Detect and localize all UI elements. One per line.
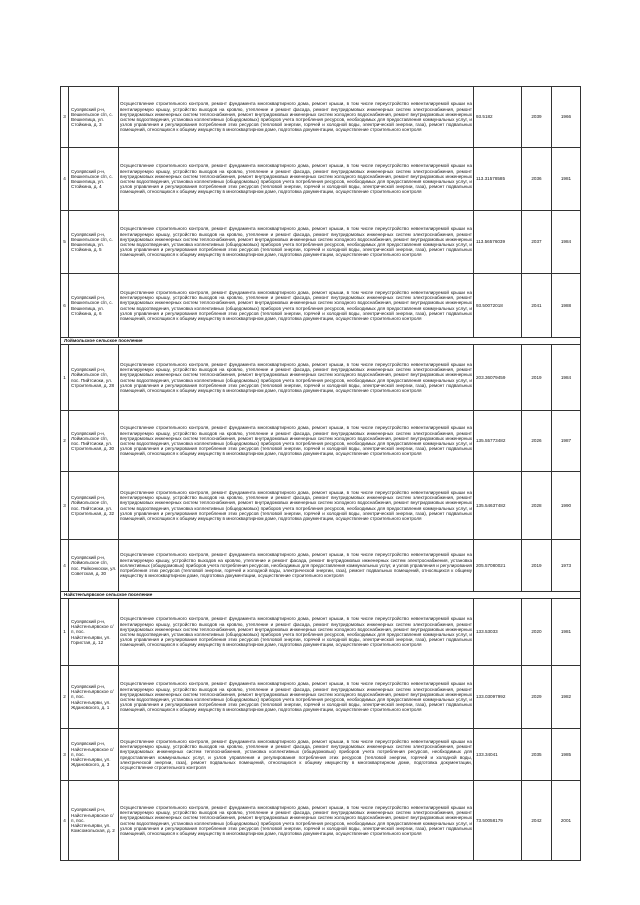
document-page (60, 86, 580, 861)
works-cell: Осуществление строительного контроля, ремонт фундамента многоквартирного дома, ремонт крыши, в том числе переустройство невентилируемой крыши на вентилируемую крышу, устройство выходов на кровлю, утепление и ремонт фасада, ремонт внутридомовых инженерных систем электроснабжения, ремонт внутридомовых инженерных систем теплоснабжения, ремонт внутридомовых инженерных систем холодного водоснабжения, ремонт внутридомовых инженерных систем водоотведения, установка коллективных (общедомовых) приборов учета потребления ресурсов, необходимых для предоставления коммунальных услуг, и узлов управления и регулирования потребления этих ресурсов (тепловой энергии, горячей и холодной воды, электрической энергии, газа), ремонт подвальных помещений, относящихся к общему имуществу в многоквартирном доме, подготовка документации, осуществление строительного контроля (119, 666, 474, 729)
capital-repair-table (60, 86, 581, 861)
cost-cell: 113.56576039 (474, 211, 522, 274)
section-title: Найстенъярвское сельское поселение (61, 592, 581, 599)
table-row (61, 666, 581, 729)
works-cell: Осуществление строительного контроля, ремонт фундамента многоквартирного дома, ремонт крыши, в том числе переустройство невентилируемой крыши на вентилируемую крышу, устройство выходов на кровлю, утепление и ремонт фасада, ремонт внутридомовых инженерных систем электроснабжения, ремонт внутридомовых инженерных систем теплоснабжения, ремонт внутридомовых инженерных систем холодного водоснабжения, ремонт внутридомовых инженерных систем водоотведения, установка коллективных (общедомовых) приборов учета потребления ресурсов, необходимых для предоставления коммунальных услуг, и узлов управления и регулирования потребления этих ресурсов (тепловой энергии, горячей и холодной воды, электрической энергии, газа), ремонт подвальных помещений, относящихся к общему имуществу в многоквартирном доме, подготовка документации, осуществление строительного контроля (119, 472, 474, 540)
cost-cell: 135.55773482 (474, 411, 522, 472)
plan-year-cell: 2041 (522, 274, 552, 338)
table-row (61, 781, 581, 861)
table-row (61, 599, 581, 666)
address-cell: Суоярвский р-н, Лоймольское с/п, пос. Пийтсиоки, ул. Строительная, д. 30 (69, 411, 119, 472)
address-cell: Суоярвский р-н, Вешкельское с/п, с. Вешкелица, ул. Стойкина, д. 4 (69, 148, 119, 211)
build-year-cell: 1981 (552, 148, 581, 211)
cost-cell: 113.31578585 (474, 148, 522, 211)
plan-year-cell: 2036 (522, 148, 552, 211)
plan-year-cell: 2039 (522, 87, 552, 148)
row-number: 4 (61, 148, 69, 211)
row-number: 4 (61, 781, 69, 861)
plan-year-cell: 2028 (522, 472, 552, 540)
row-number: 3 (61, 472, 69, 540)
works-cell: Осуществление строительного контроля, ремонт фундамента многоквартирного дома, ремонт крыши, в том числе переустройство невентилируемой крыши на вентилируемую крышу, устройство выходов на кровлю, утепление и ремонт фасада, ремонт внутридомовых инженерных систем электроснабжения, ремонт внутридомовых инженерных систем теплоснабжения, ремонт внутридомовых инженерных систем холодного водоснабжения, ремонт внутридомовых инженерных систем водоотведения, установка коллективных (общедомовых) приборов учета потребления ресурсов, необходимых для предоставления коммунальных услуг, и узлов управления и регулирования потребления этих ресурсов (тепловой энергии, горячей и холодной воды, электрической энергии, газа), ремонт подвальных помещений, относящихся к общему имуществу в многоквартирном доме, подготовка документации, осуществление строительного контроля (119, 87, 474, 148)
plan-year-cell: 2019 (522, 540, 552, 592)
table-row (61, 148, 581, 211)
row-number: 2 (61, 666, 69, 729)
row-number: 4 (61, 540, 69, 592)
address-cell: Суоярвский р-н, Найстенъярвское с/п, пос. Найстенъярви, ул. Гористая, д. 12 (69, 599, 119, 666)
section-title: Лоймольское сельское поселение (61, 338, 581, 345)
build-year-cell: 1990 (552, 472, 581, 540)
cost-cell: 133.03097992 (474, 666, 522, 729)
address-cell: Суоярвский р-н, Найстенъярвское с/п, пос. Найстенъярви, ул. Ждановского, д. 1 (69, 666, 119, 729)
table-row (61, 87, 581, 148)
works-cell: Осуществление строительного контроля, ремонт фундамента многоквартирного дома, ремонт крыши, в том числе переустройство невентилируемой крыши на вентилируемую крышу, устройство выходов на кровлю, утепление и ремонт фасада, ремонт внутридомовых инженерных систем электроснабжения, ремонт внутридомовых инженерных систем теплоснабжения, ремонт внутридомовых инженерных систем холодного водоснабжения, ремонт внутридомовых инженерных систем водоотведения, установка коллективных (общедомовых) приборов учета потребления ресурсов, необходимых для предоставления коммунальных услуг, и узлов управления и регулирования потребления этих ресурсов (тепловой энергии, горячей и холодной воды, электрической энергии, газа), ремонт подвальных помещений, относящихся к общему имуществу в многоквартирном доме, подготовка документации, осуществление строительного контроля (119, 274, 474, 338)
row-number: 3 (61, 729, 69, 781)
cost-cell: 73.50058179 (474, 781, 522, 861)
row-number: 1 (61, 345, 69, 411)
plan-year-cell: 2037 (522, 211, 552, 274)
cost-cell: 93.5182 (474, 87, 522, 148)
row-number: 2 (61, 411, 69, 472)
plan-year-cell: 2019 (522, 345, 552, 411)
row-number: 5 (61, 211, 69, 274)
cost-cell: 205.57080021 (474, 540, 522, 592)
plan-year-cell: 2029 (522, 666, 552, 729)
build-year-cell: 2001 (552, 781, 581, 861)
works-cell: Осуществление строительного контроля, ремонт фундамента многоквартирного дома, ремонт крыши, в том числе переустройство невентилируемой крыши на вентилируемую крышу, устройство выходов на кровлю, утепление и ремонт фасада, ремонт внутридомовых инженерных систем электроснабжения, ремонт внутридомовых инженерных систем теплоснабжения, ремонт внутридомовых инженерных систем холодного водоснабжения, ремонт внутридомовых инженерных систем водоотведения, установка коллективных (общедомовых) приборов учета потребления ресурсов, необходимых для предоставления коммунальных услуг, и узлов управления и регулирования потребления этих ресурсов (тепловой энергии, горячей и холодной воды, электрической энергии, газа), ремонт подвальных помещений, относящихся к общему имуществу в многоквартирном доме, подготовка документации, осуществление строительного контроля (119, 345, 474, 411)
table-row (61, 540, 581, 592)
build-year-cell: 1966 (552, 87, 581, 148)
build-year-cell: 1988 (552, 274, 581, 338)
build-year-cell: 1984 (552, 345, 581, 411)
build-year-cell: 1984 (552, 211, 581, 274)
cost-cell: 133.34041 (474, 729, 522, 781)
plan-year-cell: 2035 (522, 729, 552, 781)
table-body (61, 87, 581, 861)
cost-cell: 133.53033 (474, 599, 522, 666)
works-cell: Осуществление строительного контроля, ремонт фундамента многоквартирного дома, ремонт крыши, в том числе переустройство невентилируемой крыши на вентилируемую крышу, устройство выходов на кровлю, утепление и ремонт фасада, ремонт внутридомовых инженерных систем электроснабжения, ремонт внутридомовых инженерных систем теплоснабжения, ремонт внутридомовых инженерных систем холодного водоснабжения, ремонт внутридомовых инженерных систем водоотведения, установка коллективных (общедомовых) приборов учета потребления ресурсов, необходимых для предоставления коммунальных услуг, и узлов управления и регулирования потребления этих ресурсов (тепловой энергии, горячей и холодной воды, электрической энергии, газа), ремонт подвальных помещений, относящихся к общему имуществу в многоквартирном доме, подготовка документации, осуществление строительного контроля (119, 781, 474, 861)
address-cell: Суоярвский р-н, Найстенъярвское с/п, пос. Найстенъярви, ул. Ждановского, д. 3 (69, 729, 119, 781)
section-row (61, 592, 581, 599)
build-year-cell: 1981 (552, 599, 581, 666)
address-cell: Суоярвский р-н, Лоймольское с/п, пос. Райконкоски, ул. Советская, д. 30 (69, 540, 119, 592)
address-cell: Суоярвский р-н, Лоймольское с/п, пос. Пийтсиоки, ул. Строительная, д. 32 (69, 472, 119, 540)
works-cell: Осуществление строительного контроля, ремонт фундамента многоквартирного дома, ремонт крыши, в том числе переустройство невентилируемой крыши на вентилируемую крышу, устройство выходов на кровлю, утепление и ремонт фасада, ремонт внутридомовых инженерных систем электроснабжения, ремонт внутридомовых инженерных систем теплоснабжения, установка коллективных (общедомовых) приборов учета потребления ресурсов, необходимых для предоставления коммунальных услуг, и узлов управления и регулирования потребления этих ресурсов (тепловой энергии, горячей и холодной воды, электрической энергии, газа), ремонт подвальных помещений, относящихся к общему имуществу в многоквартирном доме, подготовка документации, осуществление строительного контроля (119, 729, 474, 781)
works-cell: Осуществление строительного контроля, ремонт фундамента многоквартирного дома, ремонт крыши, в том числе переустройство невентилируемой крыши на вентилируемую крышу, устройство выходов на кровлю, утепление и ремонт фасада, ремонт внутридомовых инженерных систем электроснабжения, ремонт внутридомовых инженерных систем теплоснабжения, ремонт внутридомовых инженерных систем холодного водоснабжения, ремонт внутридомовых инженерных систем водоотведения, установка коллективных (общедомовых) приборов учета потребления ресурсов, необходимых для предоставления коммунальных услуг, и узлов управления и регулирования потребления этих ресурсов (тепловой энергии, горячей и холодной воды, электрической энергии, газа), ремонт подвальных помещений, относящихся к общему имуществу в многоквартирном доме, подготовка документации, осуществление строительного контроля (119, 599, 474, 666)
plan-year-cell: 2026 (522, 411, 552, 472)
works-cell: Осуществление строительного контроля, ремонт фундамента многоквартирного дома, ремонт крыши, в том числе переустройство невентилируемой крыши на вентилируемую крышу, устройство выходов на кровлю, утепление и ремонт фасада, ремонт внутридомовых инженерных систем электроснабжения, ремонт внутридомовых инженерных систем теплоснабжения, ремонт внутридомовых инженерных систем холодного водоснабжения, ремонт внутридомовых инженерных систем водоотведения, установка коллективных (общедомовых) приборов учета потребления ресурсов, необходимых для предоставления коммунальных услуг, и узлов управления и регулирования потребления этих ресурсов (тепловой энергии, горячей и холодной воды, электрической энергии, газа), ремонт подвальных помещений, относящихся к общему имуществу в многоквартирном доме, подготовка документации, осуществление строительного контроля (119, 411, 474, 472)
table-row (61, 472, 581, 540)
plan-year-cell: 2020 (522, 599, 552, 666)
build-year-cell: 1982 (552, 666, 581, 729)
table-row (61, 345, 581, 411)
table-row (61, 274, 581, 338)
address-cell: Суоярвский р-н, Вешкельское с/п, с. Вешкелица, ул. Стойкина, д. 3 (69, 87, 119, 148)
address-cell: Суоярвский р-н, Найстенъярвское с/п, пос. Найстенъярви, ул. Комсомольская, д. 2 (69, 781, 119, 861)
row-number: 3 (61, 87, 69, 148)
build-year-cell: 1987 (552, 411, 581, 472)
table-row (61, 729, 581, 781)
cost-cell: 93.50072018 (474, 274, 522, 338)
address-cell: Суоярвский р-н, Вешкельское с/п, с. Вешкелица, ул. Стойкина, д. 5 (69, 211, 119, 274)
address-cell: Суоярвский р-н, Лоймольское с/п, пос. Пийтсиоки, ул. Строительная, д. 28 (69, 345, 119, 411)
works-cell: Осуществление строительного контроля, ремонт фундамента многоквартирного дома, ремонт крыши, в том числе переустройство невентилируемой крыши на вентилируемую крышу, устройство выходов на кровлю, утепление и ремонт фасада, ремонт внутридомовых инженерных систем электроснабжения, ремонт внутридомовых инженерных систем теплоснабжения, ремонт внутридомовых инженерных систем холодного водоснабжения, ремонт внутридомовых инженерных систем водоотведения, установка коллективных (общедомовых) приборов учета потребления ресурсов, необходимых для предоставления коммунальных услуг, и узлов управления и регулирования потребления этих ресурсов (тепловой энергии, горячей и холодной воды, электрической энергии, газа), ремонт подвальных помещений, относящихся к общему имуществу в многоквартирном доме, подготовка документации, осуществление строительного контроля (119, 148, 474, 211)
build-year-cell: 1985 (552, 729, 581, 781)
table-row (61, 211, 581, 274)
row-number: 1 (61, 599, 69, 666)
address-cell: Суоярвский р-н, Вешкельское с/п, с. Вешкелица, ул. Стойкина, д. 6 (69, 274, 119, 338)
cost-cell: 135.54637482 (474, 472, 522, 540)
row-number: 6 (61, 274, 69, 338)
section-row (61, 338, 581, 345)
table-row (61, 411, 581, 472)
build-year-cell: 1973 (552, 540, 581, 592)
works-cell: Осуществление строительного контроля, ремонт фундамента многоквартирного дома, ремонт крыши, в том числе переустройство невентилируемой крыши на вентилируемую крышу, устройство выходов на кровлю, утепление и ремонт фасада, ремонт внутридомовых инженерных систем электроснабжения, ремонт внутридомовых инженерных систем теплоснабжения, ремонт внутридомовых инженерных систем холодного водоснабжения, ремонт внутридомовых инженерных систем водоотведения, установка коллективных (общедомовых) приборов учета потребления ресурсов, необходимых для предоставления коммунальных услуг, и узлов управления и регулирования потребления этих ресурсов (тепловой энергии, горячей и холодной воды, электрической энергии, газа), ремонт подвальных помещений, относящихся к общему имуществу в многоквартирном доме, подготовка документации, осуществление строительного контроля (119, 211, 474, 274)
plan-year-cell: 2042 (522, 781, 552, 861)
cost-cell: 203.36079459 (474, 345, 522, 411)
works-cell: Осуществление строительного контроля, ремонт фундамента многоквартирного дома, ремонт крыши, в том числе переустройство невентилируемой крыши на вентилируемую крышу, устройство выходов на кровлю, утепление и ремонт фасада, ремонт внутридомовых инженерных систем электроснабжения, установка коллективных (общедомовых) приборов учета потребления ресурсов, необходимых для предоставления коммунальных услуг, и узлов управления и регулирования потребления этих ресурсов (тепловой энергии, горячей и холодной воды, электрической энергии, газа), ремонт подвальных помещений, относящихся к общему имуществу в многоквартирном доме, подготовка документации, осуществление строительного контроля (119, 540, 474, 592)
